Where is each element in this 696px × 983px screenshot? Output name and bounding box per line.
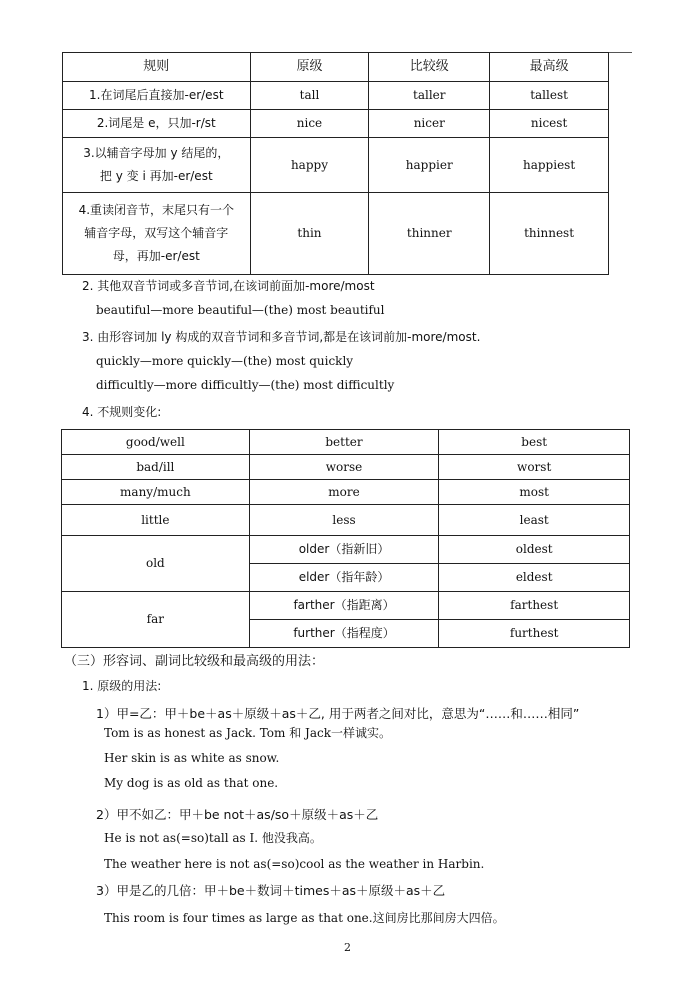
example-line: My dog is as old as that one.: [104, 776, 279, 790]
table-row: [63, 193, 609, 275]
rule-note: 4. 不规则变化:: [82, 405, 162, 419]
comparative-cell: elder（指年龄）: [249, 564, 439, 592]
comparative-cell: more: [249, 480, 439, 505]
positive-cell: thin: [250, 193, 369, 275]
example-line: The weather here is not as(=so)cool as the weather in Harbin.: [104, 857, 485, 871]
usage-rule: 2）甲不如乙：甲＋be not＋as/so＋原级＋as＋乙: [96, 807, 379, 822]
table-row: [63, 82, 609, 110]
example-line: Tom is as honest as Jack. Tom 和 Jack一样诚实。: [104, 726, 391, 740]
header-cell: 最高级: [490, 53, 609, 82]
comparative-cell: better: [249, 430, 439, 455]
rule-note: 3. 由形容词加 ly 构成的双音节词和多音节词,都是在该词前加-more/most.: [82, 330, 481, 344]
superlative-cell: nicest: [490, 110, 609, 138]
comparative-cell: thinner: [369, 193, 490, 275]
rule-cell: 2.词尾是 e，只加-r/st: [63, 110, 251, 138]
comparative-cell: further（指程度）: [249, 620, 439, 648]
example-line: difficultly—more difficultly—(the) most difficultly: [96, 378, 395, 392]
superlative-cell: eldest: [439, 564, 630, 592]
comparative-cell: older（指新旧）: [249, 536, 439, 564]
base-cell: little: [62, 505, 250, 536]
comparative-cell: happier: [369, 138, 490, 193]
example-line: He is not as(=so)tall as I. 他没我高。: [104, 831, 322, 845]
rule-cell: 1.在词尾后直接加-er/est: [63, 82, 251, 110]
superlative-cell: farthest: [439, 592, 630, 620]
example-line: quickly—more quickly—(the) most quickly: [96, 354, 354, 368]
superlative-cell: thinnest: [490, 193, 609, 275]
superlative-cell: best: [439, 430, 630, 455]
subsection-heading: 1. 原级的用法:: [82, 679, 162, 693]
comparative-cell: worse: [249, 455, 439, 480]
table-row: [62, 480, 630, 505]
positive-cell: nice: [250, 110, 369, 138]
table-row: [62, 455, 630, 480]
comparative-cell: less: [249, 505, 439, 536]
usage-rule: 1）甲=乙：甲＋be＋as＋原级＋as＋乙, 用于两者之间对比，意思为“……和……相同”: [96, 706, 580, 721]
superlative-cell: furthest: [439, 620, 630, 648]
superlative-cell: most: [439, 480, 630, 505]
example-line: beautiful—more beautiful—(the) most beautiful: [96, 303, 385, 317]
base-cell: bad/ill: [62, 455, 250, 480]
table-row: [62, 592, 630, 620]
usage-rule: 3）甲是乙的几倍：甲＋be＋数词＋times＋as＋原级＋as＋乙: [96, 883, 446, 898]
rule-cell: 3.以辅音字母加 y 结尾的， 把 y 变 i 再加-er/est: [63, 138, 251, 193]
page-number: 2: [344, 941, 351, 954]
table-row: [63, 138, 609, 193]
superlative-cell: oldest: [439, 536, 630, 564]
rule-cell: 4.重读闭音节，末尾只有一个 辅音字母，双写这个辅音字 母，再加-er/est: [63, 193, 251, 275]
irregular-forms-table: [61, 429, 630, 648]
section-heading: （三）形容词、副词比较级和最高级的用法：: [64, 654, 325, 669]
positive-cell: happy: [250, 138, 369, 193]
positive-cell: tall: [250, 82, 369, 110]
header-cell: 原级: [250, 53, 369, 82]
superlative-cell: tallest: [490, 82, 609, 110]
base-cell: far: [62, 592, 250, 648]
superlative-cell: happiest: [490, 138, 609, 193]
table-header-row: [63, 53, 609, 82]
base-cell: old: [62, 536, 250, 592]
table-row: [63, 110, 609, 138]
comparative-cell: farther（指距离）: [249, 592, 439, 620]
superlative-cell: worst: [439, 455, 630, 480]
header-cell: 比较级: [369, 53, 490, 82]
superlative-cell: least: [439, 505, 630, 536]
base-cell: many/much: [62, 480, 250, 505]
rule-note: 2. 其他双音节词或多音节词,在该词前面加-more/most: [82, 279, 375, 293]
comparison-rules-table: [62, 52, 609, 275]
example-line: Her skin is as white as snow.: [104, 751, 280, 765]
table-row: [62, 505, 630, 536]
header-cell: 规则: [63, 53, 251, 82]
table-row: [62, 536, 630, 564]
table-row: [62, 430, 630, 455]
comparative-cell: nicer: [369, 110, 490, 138]
base-cell: good/well: [62, 430, 250, 455]
comparative-cell: taller: [369, 82, 490, 110]
example-line: This room is four times as large as that one.这间房比那间房大四倍。: [104, 911, 505, 925]
